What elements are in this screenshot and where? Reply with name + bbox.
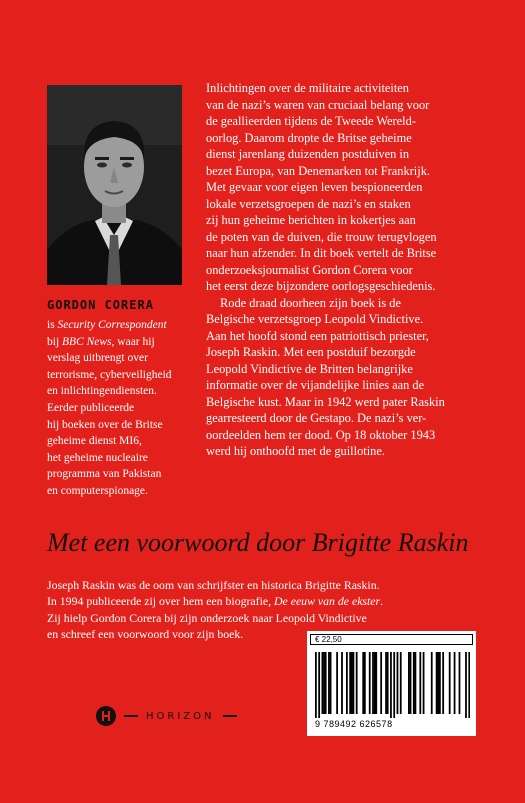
barcode-bar [439,652,441,714]
text-segment: en schreef een voorwoord voor zijn boek. [47,627,244,642]
blurb-line: bezet Europa, van Denemarken tot Frankrijk. [206,163,430,178]
barcode-bar [362,652,364,714]
blurb-line: gearresteerd door de Gestapo. De nazi’s ver- [206,411,427,425]
text-segment: In 1994 publiceerde zij over hem een biografie, [47,594,274,609]
barcode-bar [393,652,395,718]
barcode-bar [454,652,456,714]
barcode-bar [369,652,371,714]
barcode-bar [323,652,325,714]
text-segment: . [380,594,384,609]
italic-text: De eeuw van de ekster [274,594,381,609]
author-bio [47,317,207,500]
barcode-bar [325,652,327,714]
text-segment: is [47,319,58,331]
text-segment: Joseph Raskin was de oom van schrijfster en historica Brigitte Raskin. [47,578,380,592]
blurb-line: van de nazi’s waren van cruciaal belang voor [206,97,430,112]
blurb-line: de geallieerden tijdens de Tweede Wereld- [206,114,416,128]
blurb-line: werd hij onthoofd met de guillotine. [206,444,385,458]
blurb-line: Inlichtingen over de militaire activiteiten [206,81,409,95]
blurb-line: Rode draad doorheen zijn boek is de [220,295,401,310]
text-segment: geheime dienst MI6, [47,435,142,448]
text-segment: en computerspionage. [47,484,148,497]
barcode-bar [353,652,355,714]
foreword-subtitle: Met een voorwoord door Brigitte Raskin [47,528,469,557]
blurb-text [206,80,496,460]
blurb-line: oordeelden hem ter dood. Op 18 oktober 1943 [206,427,436,442]
text-segment: Eerder publiceerde [47,401,135,414]
publisher-logo [96,706,237,726]
text-segment: , waar hij [111,335,155,348]
barcode-bar [468,652,470,718]
horizon-logo-icon [96,706,116,726]
publisher-name: HORIZON [146,710,215,722]
author-photo [47,85,182,285]
barcode-bar [385,652,387,714]
bio-line [47,466,207,483]
bio-line [47,433,207,450]
barcode-bar [315,652,317,718]
barcode-bar [465,652,467,718]
text-segment: verslag uitbrengt over [47,352,148,365]
author-name: GORDON CORERA [47,298,154,312]
blurb-line: naar hun afzender. In dit boek vertelt de Britse [206,246,437,260]
text-segment: programma van Pakistan [47,468,162,481]
barcode-bar [330,652,332,714]
barcode-bar [341,652,343,714]
bio-line [47,483,207,500]
barcode-bar [322,652,324,714]
italic-text: BBC News [62,335,112,348]
italic-text: Security Correspondent [57,319,167,331]
barcode-bar [346,652,348,714]
barcode-bar [413,652,415,714]
barcode-bar [436,652,438,714]
blurb-line: informatie over de vijandelijke linies aan de [206,378,425,392]
barcode-bar [387,652,389,714]
bio-line [47,383,207,400]
note-line [47,577,487,593]
barcode-bar [408,652,410,714]
barcode-bar [349,652,351,714]
barcode-bar [328,652,330,714]
barcode-bar [400,652,402,714]
price-label: € 22,50 [310,634,473,645]
blurb-line: zij hun geheime berichten in kokertjes aan [206,213,416,227]
blurb-line: Leopold Vindictive de Britten belangrijke [206,361,413,376]
barcode-bar [437,652,439,714]
text-segment: terrorisme, cyberveiligheid [47,368,172,381]
barcode-bar [431,652,433,714]
barcode-bar [374,652,376,714]
bio-line [47,400,207,417]
blurb-line: Belgische verzetsgroep Leopold Vindictive. [206,312,424,326]
text-segment: het geheime nucleaire [47,451,148,464]
barcode-bar [442,652,444,714]
blurb-line: dienst jarenlang duizenden postduiven in [206,147,410,161]
blurb-line: Aan het hoofd stond een patriottisch priester, [206,328,429,343]
note-line [47,593,487,609]
barcode-bar [415,652,417,714]
barcode-bar [372,652,374,714]
blurb-line: Met gevaar voor eigen leven bespioneerden [206,180,423,194]
barcode-bar [419,652,421,714]
bio-line [47,417,207,434]
barcode-bar [364,652,366,714]
barcode-bar [318,652,320,718]
barcode-bar [459,652,461,714]
barcode-bars [315,652,470,718]
bio-line [47,350,207,367]
isbn-number: 9 789492 626578 [315,719,393,729]
barcode-bar [449,652,451,714]
text-segment: hij boeken over de Britse [47,418,163,431]
barcode-bar [356,652,358,714]
bio-line [47,317,207,334]
barcode-bar [410,652,412,714]
logo-dash-right [223,715,237,717]
barcode-bar [336,652,338,714]
blurb-line: lokale verzetsgroepen de nazi’s en staken [206,196,411,211]
barcode-bar [423,652,425,714]
blurb-line: Joseph Raskin. Met een postduif bezorgde [206,345,416,359]
note-line [47,610,487,626]
blurb-line: oorlog. Daarom dropte de Britse geheime [206,130,412,145]
bio-line [47,450,207,467]
barcode-bar [351,652,353,714]
barcode-bar [397,652,399,714]
blurb-line: het eerst deze bijzondere oorlogsgeschiedenis. [206,279,436,293]
barcode-bar [380,652,382,714]
text-segment: en inlichtingendiensten. [47,385,157,398]
bio-line [47,367,207,384]
text-segment: bij [47,335,63,348]
barcode-bar [390,652,392,718]
blurb-line: Belgische kust. Maar in 1942 werd pater Raskin [206,394,445,409]
text-segment: Zij hielp Gordon Corera bij zijn onderzoek naar Leopold Vindictive [47,610,367,625]
blurb-line: de poten van de duiven, die trouw terugvlogen [206,229,437,244]
barcode-bar [375,652,377,714]
bio-line [47,334,207,351]
barcode-label [307,631,476,736]
blurb-line: onderzoeksjournalist Gordon Corera voor [206,262,413,277]
logo-dash-left [124,715,138,717]
